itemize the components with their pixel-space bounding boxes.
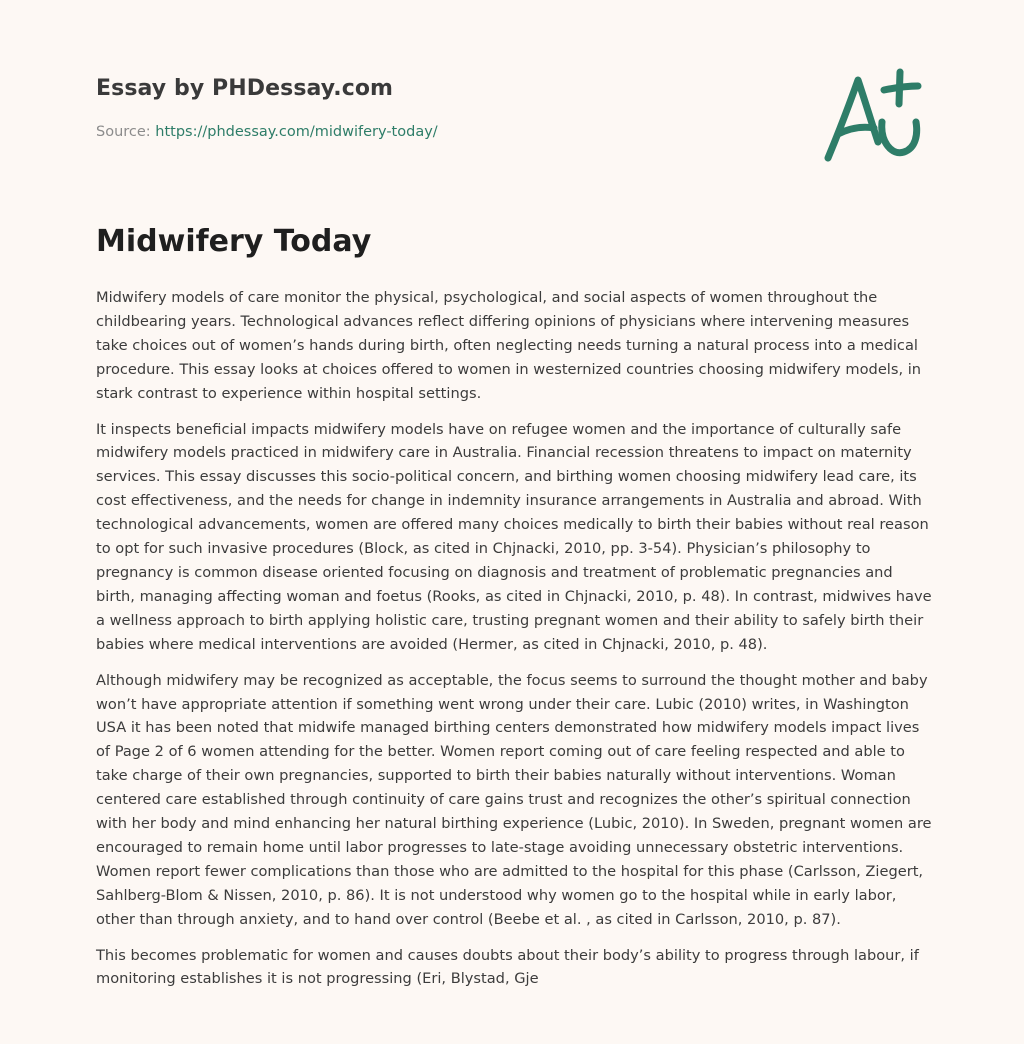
source-label: Source: (96, 124, 156, 140)
essay-title: Midwifery Today (96, 224, 372, 259)
essay-paragraph: Although midwifery may be recognized as acceptable, the focus seems to surround the thought mother and baby won’t have appropriate attention if something went wrong under their care. Lubic (2010) writes, in Washington USA it has been noted that midwife managed birthing centers demonstrated how midwifery models impact lives of Page 2 of 6 women attending for the better. Women report coming out of care feeling respected and able to take charge of their own pregnancies, supported to birth their babies naturally without interventions. Woman centered care established through continuity of care gains trust and recognizes the other’s spiritual connection with her body and mind enhancing her natural birthing experience (Lubic, 2010). In Sweden, pregnant women are encouraged to remain home until labor progresses to late-stage avoiding unnecessary obstetric interventions. Women report fewer complications than those who are admitted to the hospital for this phase (Carlsson, Ziegert, Sahlberg-Blom & Nissen, 2010, p. 86). It is not understood why women go to the hospital while in early labor, other than through anxiety, and to hand over control (Beebe et al. , as cited in Carlsson, 2010, p. 87). (96, 671, 932, 928)
essay-paragraph: This becomes problematic for women and causes doubts about their body’s ability to progress through labour, if monitoring establishes it is not progressing (Eri, Blystad, Gje (96, 946, 919, 988)
source-line (96, 124, 438, 140)
essay-paragraph: It inspects beneficial impacts midwifery models have on refugee women and the importance of culturally safe midwifery models practiced in midwifery care in Australia. Financial recession threatens to impact on maternity services. This essay discusses this socio-political concern, and birthing women choosing midwifery lead care, its cost effectiveness, and the needs for change in indemnity insurance arrangements in Australia and abroad. With technological advancements, women are offered many choices medically to birth their babies without real reason to opt for such invasive procedures (Block, as cited in Chjnacki, 2010, pp. 3-54). Physician’s philosophy to pregnancy is common disease oriented focusing on diagnosis and treatment of problematic pregnancies and birth, managing affecting woman and foetus (Rooks, as cited in Chjnacki, 2010, p. 48). In contrast, midwives have a wellness approach to birth applying holistic care, trusting pregnant women and their ability to safely birth their babies where medical interventions are avoided (Hermer, as cited in Chjnacki, 2010, p. 48). (96, 420, 932, 653)
essay-paragraph: Midwifery models of care monitor the physical, psychological, and social aspects of women throughout the childbearing years. Technological advances reflect differing opinions of physicians where intervening measures take choices out of women’s hands during birth, often neglecting needs turning a natural process into a medical procedure. This essay looks at choices offered to women in westernized countries choosing midwifery models, in stark contrast to experience within hospital settings. (96, 289, 922, 402)
a-plus-icon (822, 64, 930, 168)
site-title: Essay by PHDessay.com (96, 76, 394, 101)
source-link[interactable]: https://phdessay.com/midwifery-today/ (155, 124, 438, 140)
essay-body (96, 286, 932, 1003)
